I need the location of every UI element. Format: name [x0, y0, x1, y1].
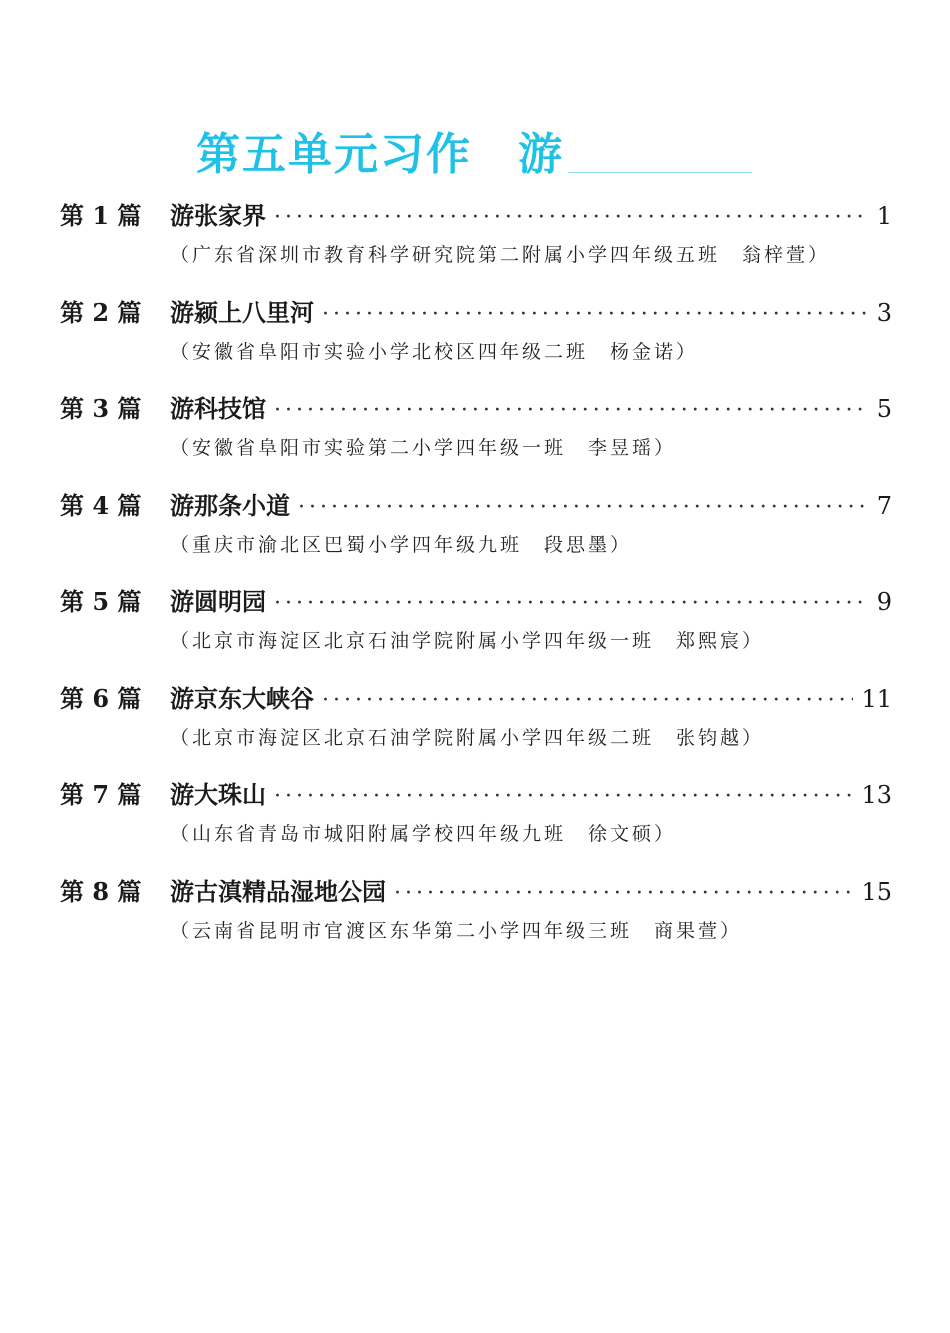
entry-title[interactable]: 游科技馆	[170, 395, 266, 423]
dot-leader	[322, 688, 853, 713]
entry-number: 第 1 篇	[60, 201, 142, 230]
dot-leader	[274, 205, 866, 230]
toc-entry[interactable]	[60, 582, 892, 679]
page-number: 7	[876, 491, 892, 520]
toc-row	[60, 486, 892, 530]
dot-leader	[394, 881, 853, 906]
title-blank-line	[568, 172, 752, 173]
toc-row	[60, 293, 892, 337]
entry-title[interactable]: 游大珠山	[170, 781, 266, 809]
entry-author: （北京市海淀区北京石油学院附属小学四年级一班 郑熙宸）	[170, 630, 765, 652]
entry-title[interactable]: 游颍上八里河	[170, 298, 314, 327]
dot-leader	[274, 591, 866, 616]
entry-number: 第 7 篇	[60, 780, 142, 809]
title-block	[196, 118, 756, 178]
toc-entry[interactable]	[60, 679, 892, 776]
entry-number: 第 6 篇	[60, 683, 142, 713]
dot-leader	[274, 398, 866, 423]
table-of-contents	[60, 196, 892, 968]
entry-author: （云南省昆明市官渡区东华第二小学四年级三班 商果萱）	[170, 919, 743, 942]
page-number: 15	[861, 877, 892, 906]
entry-number: 第 5 篇	[60, 587, 142, 616]
page-number: 5	[876, 395, 892, 423]
entry-number: 第 2 篇	[60, 297, 142, 327]
entry-number: 第 8 篇	[60, 876, 142, 906]
entry-number: 第 3 篇	[60, 394, 142, 423]
entry-title[interactable]: 游圆明园	[170, 588, 266, 616]
toc-row	[60, 196, 892, 240]
page-title: 第五单元习作 游	[196, 129, 564, 180]
page-number: 11	[861, 684, 892, 713]
entry-author: （广东省深圳市教育科学研究院第二附属小学四年级五班 翁梓萱）	[170, 244, 831, 266]
entry-title[interactable]: 游那条小道	[170, 491, 290, 520]
toc-row	[60, 389, 892, 433]
toc-entry[interactable]	[60, 775, 892, 872]
entry-author: （安徽省阜阳市实验小学北校区四年级二班 杨金诺）	[170, 340, 699, 363]
page-number: 13	[861, 781, 892, 809]
dot-leader	[322, 302, 866, 327]
toc-row	[60, 775, 892, 819]
entry-title[interactable]: 游张家界	[170, 202, 266, 230]
entry-author: （山东省青岛市城阳附属学校四年级九班 徐文硕）	[170, 823, 677, 845]
entry-number: 第 4 篇	[60, 490, 142, 520]
dot-leader	[298, 495, 866, 520]
entry-title[interactable]: 游古滇精品湿地公园	[170, 877, 386, 906]
toc-row	[60, 872, 892, 916]
page-number: 1	[876, 202, 892, 230]
entry-author: （北京市海淀区北京石油学院附属小学四年级二班 张钧越）	[170, 726, 765, 749]
entry-author: （重庆市渝北区巴蜀小学四年级九班 段思墨）	[170, 533, 633, 556]
toc-row	[60, 582, 892, 626]
toc-entry[interactable]	[60, 389, 892, 486]
page-number: 3	[876, 298, 892, 327]
toc-entry[interactable]	[60, 486, 892, 583]
toc-row	[60, 679, 892, 723]
entry-author: （安徽省阜阳市实验第二小学四年级一班 李昱瑶）	[170, 437, 677, 459]
page-number: 9	[876, 588, 892, 616]
toc-entry[interactable]	[60, 293, 892, 390]
dot-leader	[274, 784, 853, 809]
entry-title[interactable]: 游京东大峡谷	[170, 684, 314, 713]
toc-entry[interactable]	[60, 872, 892, 969]
toc-entry[interactable]	[60, 196, 892, 293]
